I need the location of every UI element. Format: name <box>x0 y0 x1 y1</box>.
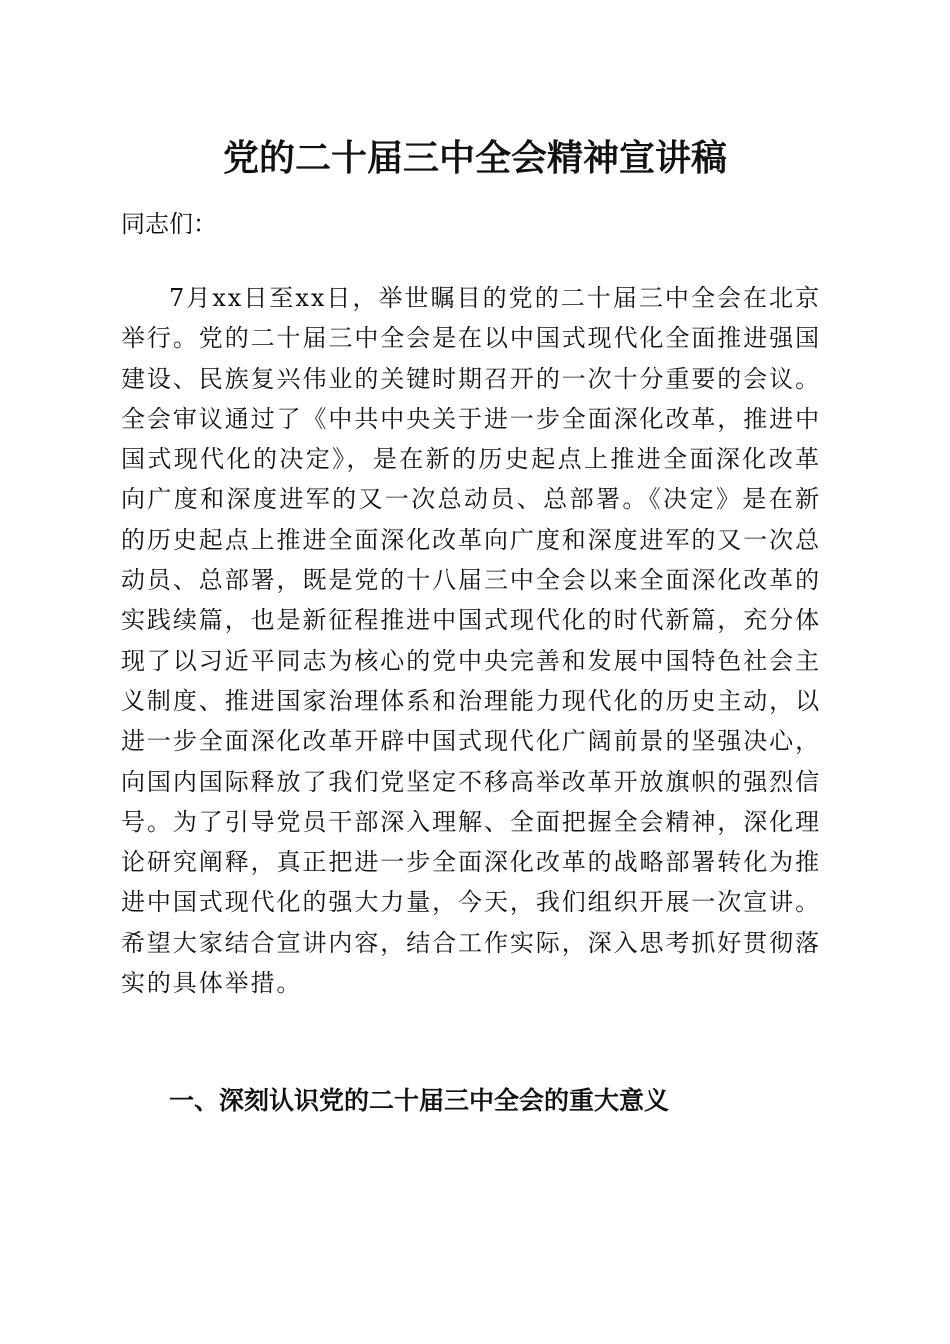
body-paragraph: 7月xx日至xx日，举世瞩目的党的二十届三中全会在北京举行。党的二十届三中全会是在以中国式现代化全面推进强国建设、民族复兴伟业的关键时期召开的一次十分重要的会议。全会审议通过了《中共中央关于进一步全面深化改革，推进中国式现代化的决定》，是在新的历史起点上推进全面深化改革向广度和深度进军的又一次总动员、总部署。《决定》是在新的历史起点上推进全面深化改革向广度和深度进军的又一次总动员、总部署，既是党的十八届三中全会以来全面深化改革的实践续篇，也是新征程推进中国式现代化的时代新篇，充分体现了以习近平同志为核心的党中央完善和发展中国特色社会主义制度、推进国家治理体系和治理能力现代化的历史主动，以进一步全面深化改革开辟中国式现代化广阔前景的坚强决心，向国内国际释放了我们党坚定不移高举改革开放旗帜的强烈信号。为了引导党员干部深入理解、全面把握全会精神，深化理论研究阐释，真正把进一步全面深化改革的战略部署转化为推进中国式现代化的强大力量，今天，我们组织开展一次宣讲。希望大家结合宣讲内容，结合工作实际，深入思考抓好贯彻落实的具体举措。 <box>121 284 821 998</box>
section-heading: 一、深刻认识党的二十届三中全会的重大意义 <box>169 1086 670 1115</box>
greeting: 同志们： <box>121 210 217 238</box>
document-title: 党的二十届三中全会精神宣讲稿 <box>222 137 727 179</box>
